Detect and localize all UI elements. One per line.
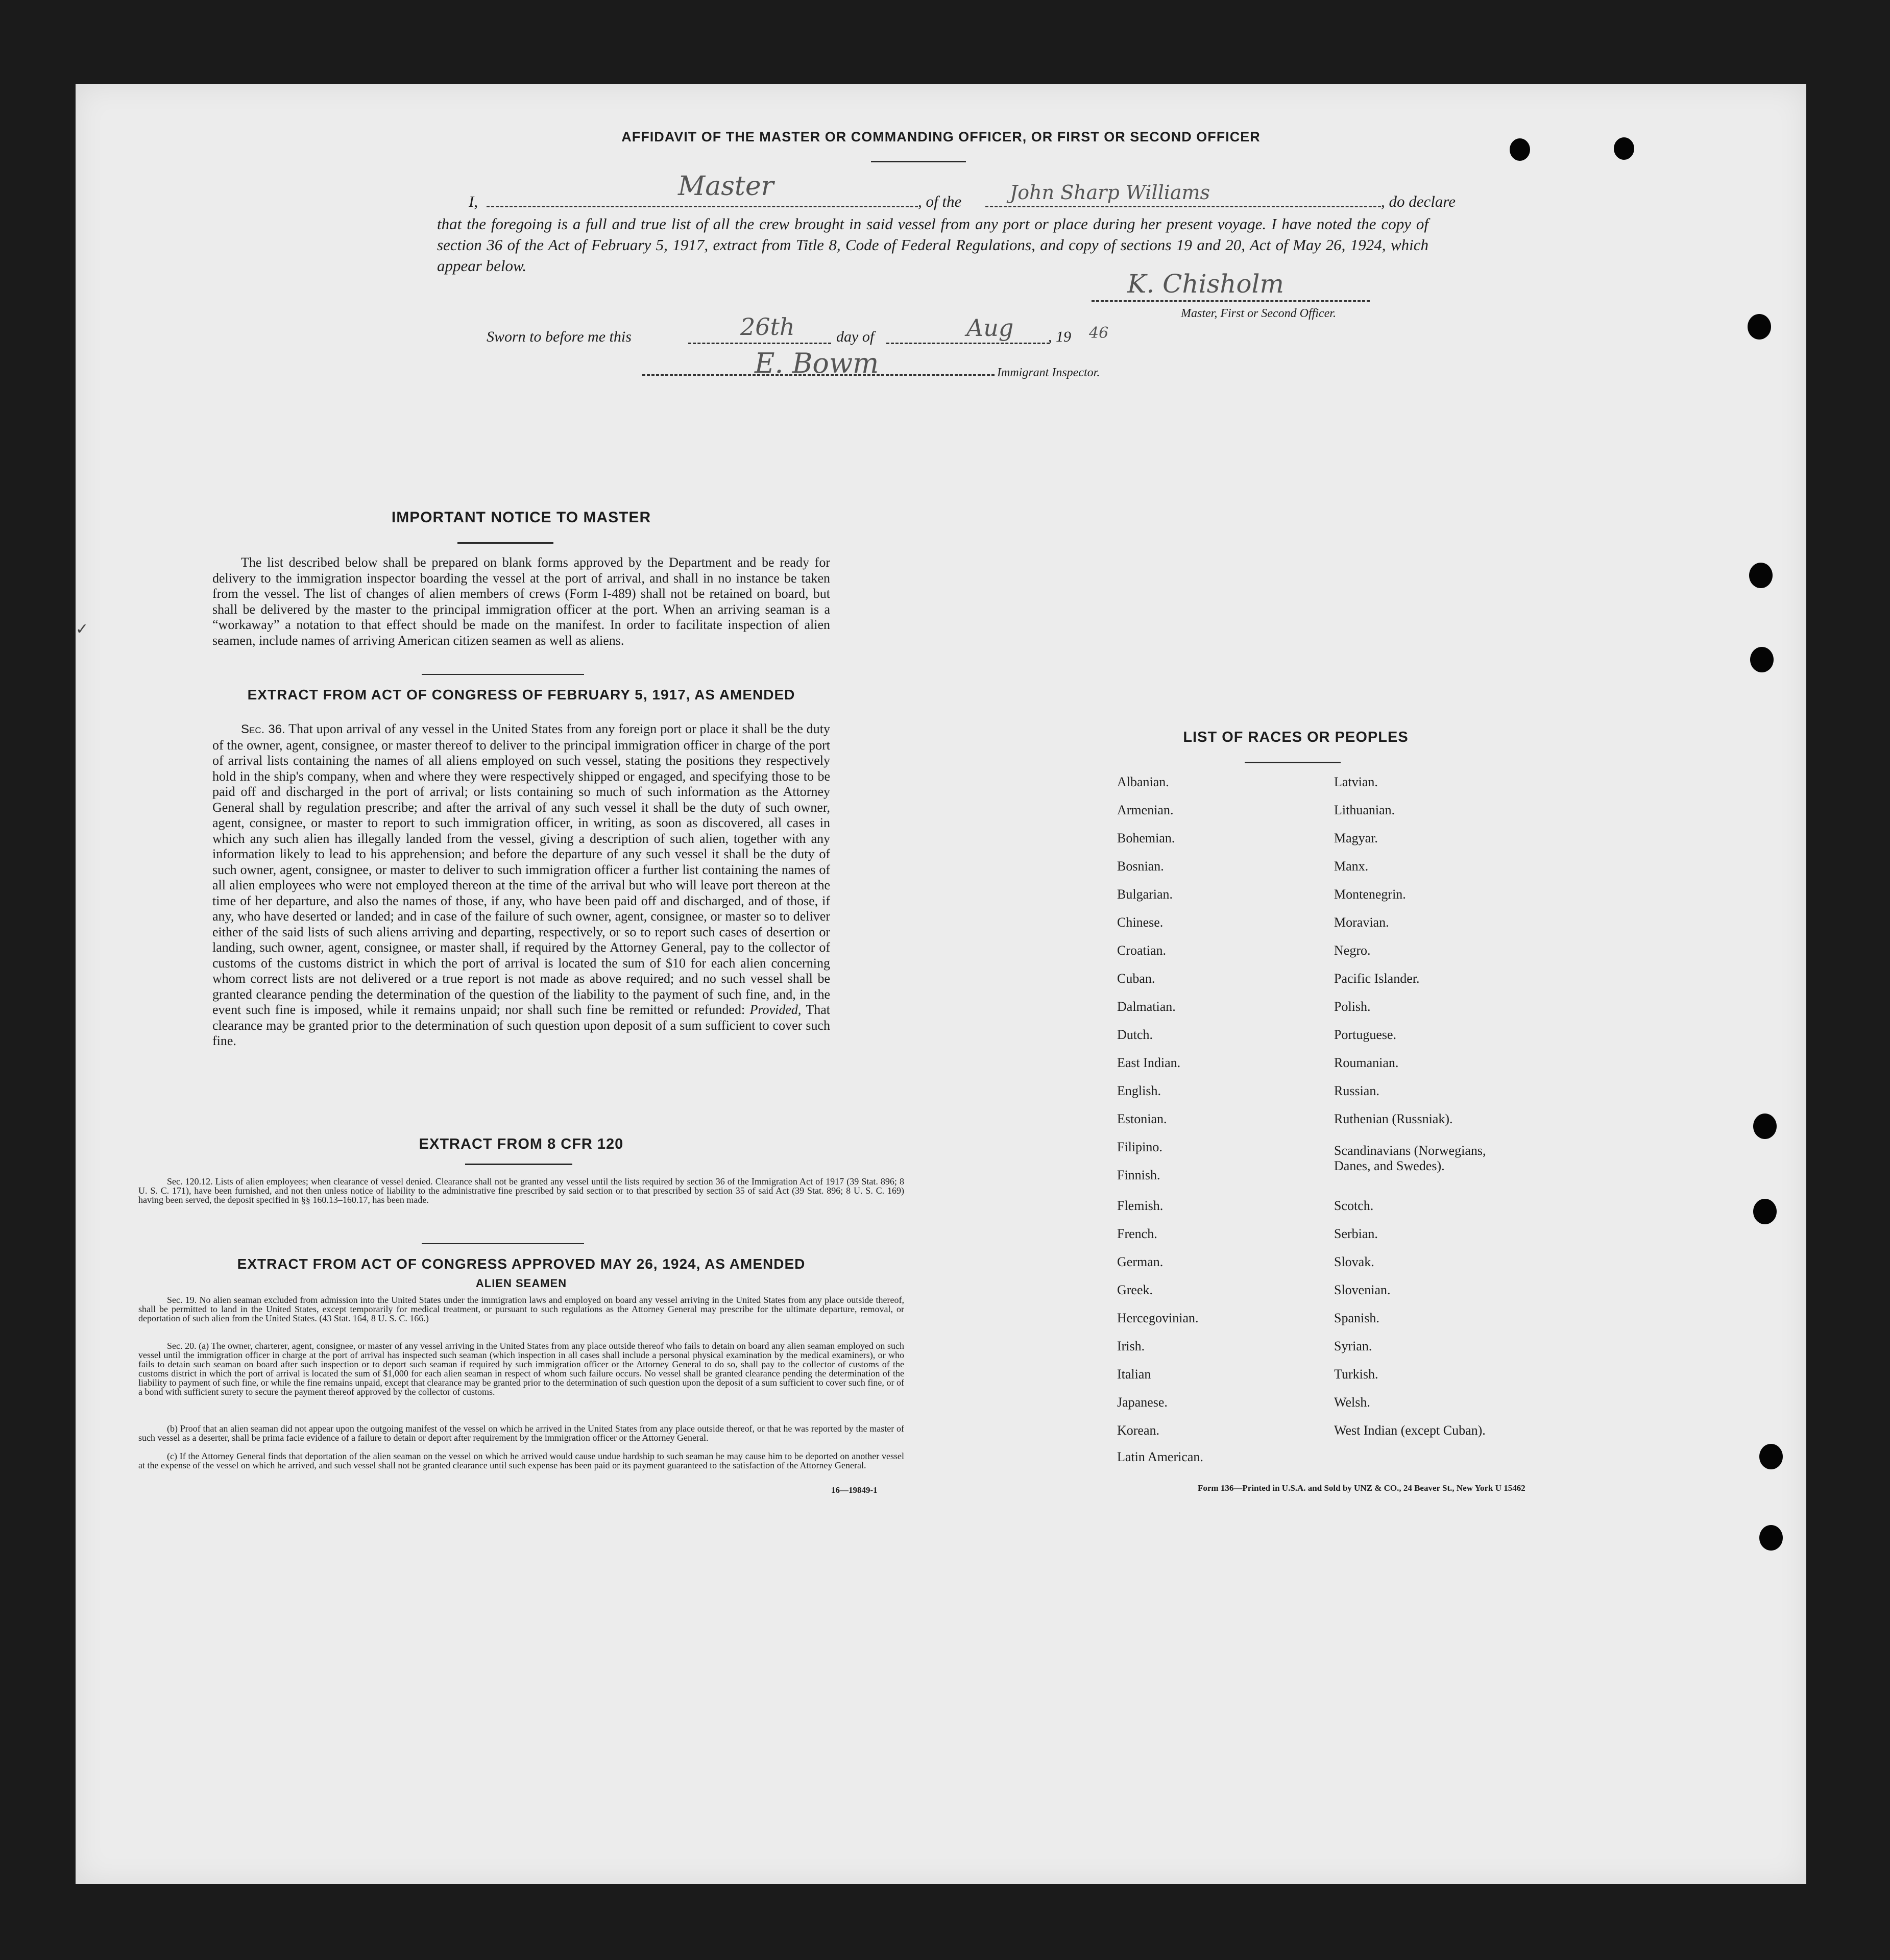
- race-item: Bulgarian.: [1117, 887, 1173, 902]
- year-handwritten: 46: [1089, 324, 1109, 342]
- race-item: Slovak.: [1334, 1254, 1374, 1269]
- officer-title-blank: [487, 206, 918, 207]
- race-item: Portuguese.: [1334, 1027, 1397, 1042]
- race-item: German.: [1117, 1254, 1164, 1269]
- month-handwritten: Aug: [966, 314, 1014, 342]
- punch-hole: [1749, 563, 1773, 588]
- margin-checkmark: ✓: [76, 621, 89, 638]
- race-item: Manx.: [1334, 859, 1369, 874]
- master-caption: Master, First or Second Officer.: [1181, 307, 1336, 320]
- officer-title-handwritten: Master: [678, 171, 774, 202]
- vessel-name-blank: [985, 206, 1381, 207]
- race-item: Polish.: [1334, 999, 1371, 1014]
- race-item: Dalmatian.: [1117, 999, 1176, 1014]
- sec19-text: Sec. 19. No alien seaman excluded from admission into the United States under the immigration laws and employed on board any vessel arriving in the United States from any place outside thereof, shall be permitted to land in the United States, except temporarily for medical treatment, or pursuant to such regulations as the Attorney General may prescribe for the ultimate departure, removal, or deportation of such alien from the United States. (43 Stat. 164, 8 U. S. C. 166.): [138, 1295, 904, 1323]
- race-item: Japanese.: [1117, 1395, 1168, 1410]
- signature-line: [1092, 300, 1370, 302]
- race-item: Armenian.: [1117, 803, 1174, 817]
- master-signature: K. Chisholm: [1127, 269, 1284, 299]
- declaration-text: that the foregoing is a full and true list of all the crew brought in said vessel from any port or place during her present voyage. I have noted the copy of section 36 of the Act of February 5, 1917, extract from Title 8, Code of Federal Regulations, and copy of sections 19 and 20, Act of May 26, 1924, which appear below.: [437, 215, 1428, 275]
- race-item: Albanian.: [1117, 775, 1169, 789]
- of-the-label: , of the: [918, 192, 962, 210]
- sec20c-text: (c) If the Attorney General finds that deportation of the alien seaman on the vessel on which he arrived would cause undue hardship to such seaman he may cause him to be deported on another vessel at the expense of the vessel on which he arrived, and such vessel shall not be granted clearance until such expense has been paid or its payment guaranteed to the satisfaction of the Attorney General.: [138, 1451, 904, 1470]
- affidavit-title: AFFIDAVIT OF THE MASTER OR COMMANDING OFFICER, OR FIRST OR SECOND OFFICER: [621, 129, 1261, 144]
- punch-hole: [1759, 1444, 1783, 1469]
- race-item: Flemish.: [1117, 1198, 1164, 1213]
- race-item: Finnish.: [1117, 1168, 1160, 1182]
- inspector-signature: E. Bowm: [755, 347, 879, 379]
- act1924-subtitle: ALIEN SEAMEN: [475, 1277, 567, 1290]
- race-item: Slovenian.: [1334, 1283, 1391, 1297]
- race-item: French.: [1117, 1226, 1157, 1241]
- punch-hole: [1753, 1199, 1777, 1224]
- race-item: Montenegrin.: [1334, 887, 1406, 902]
- race-item: Magyar.: [1334, 831, 1378, 845]
- do-declare-label: , do declare: [1381, 192, 1456, 210]
- race-item: Hercegovinian.: [1117, 1311, 1199, 1325]
- race-item: Cuban.: [1117, 971, 1155, 986]
- race-item: Bohemian.: [1117, 831, 1175, 845]
- notice-title: IMPORTANT NOTICE TO MASTER: [391, 509, 651, 526]
- race-item: Pacific Islander.: [1334, 971, 1420, 986]
- race-item: Latvian.: [1334, 775, 1378, 789]
- sec20a-text: Sec. 20. (a) The owner, charterer, agent, consignee, or master of any vessel arriving in the United States from any place outside thereof who fails to detain on board any alien seaman employed on such vessel until the immigration officer in charge at the port of arrival has inspected such seaman (which inspection in all cases shall include a personal physical examination by the medical examiners), or who fails to detain such seaman on board after such inspection or to deport such seaman if required by such immigration officer or the Attorney General to do so, shall pay to the collector of customs of the customs district in which the port of arrival is located the sum of $1,000 for each alien seaman in respect of whom such failure occurs. No vessel shall be granted clearance pending the determination of the liability to payment of such fine, or while the fine remains unpaid, except that clearance may be granted prior to the determination of such question upon the deposit of a sum sufficient to cover such fine, or of a bond with sufficient surety to secure the payment thereof approved by the collector of customs.: [138, 1341, 904, 1397]
- race-item: Dutch.: [1117, 1027, 1153, 1042]
- race-item: Chinese.: [1117, 915, 1164, 930]
- race-item: West Indian (except Cuban).: [1334, 1423, 1486, 1438]
- race-item: Greek.: [1117, 1283, 1153, 1297]
- act1917-title: EXTRACT FROM ACT OF CONGRESS OF FEBRUARY 5, 1917, AS AMENDED: [247, 687, 795, 703]
- document-page: [76, 84, 1806, 1884]
- title-underline: [871, 161, 966, 162]
- cfr-body: Sec. 120.12. Lists of alien employees; when clearance of vessel denied. Clearance shall not be granted any vessel until the lists required by section 36 of the Immigration Act of 1917 (39 Stat. 896; 8 U. S. C. 171), have been furnished, and not then unless notice of liability to the administrative fine prescribed by said section or to that prescribed by section 35 of said Act (39 Stat. 896; 8 U. S. C. 169) having been served, the deposit specified in §§ 160.13–160.17, has been made.: [138, 1176, 904, 1205]
- race-item: Serbian.: [1334, 1226, 1378, 1241]
- provided-label: Provided,: [749, 1002, 802, 1017]
- races-underline: [1245, 762, 1341, 763]
- punch-hole: [1759, 1525, 1783, 1551]
- race-item: Welsh.: [1334, 1395, 1370, 1410]
- race-item: Turkish.: [1334, 1367, 1378, 1382]
- race-item: Negro.: [1334, 943, 1371, 958]
- sec36-label: Sec. 36.: [241, 722, 285, 736]
- races-title: LIST OF RACES OR PEOPLES: [1183, 729, 1409, 745]
- race-item: Russian.: [1334, 1083, 1379, 1098]
- form-printer-line: Form 136—Printed in U.S.A. and Sold by UNZ & CO., 24 Beaver St., New York U 15462: [1198, 1483, 1525, 1493]
- act1924-title: EXTRACT FROM ACT OF CONGRESS APPROVED MAY 26, 1924, AS AMENDED: [237, 1256, 806, 1272]
- divider-1: [422, 674, 584, 675]
- punch-hole: [1748, 314, 1771, 340]
- race-item: Scandinavians (Norwegians, Danes, and Swedes).: [1334, 1143, 1486, 1173]
- sec36-text: That upon arrival of any vessel in the United States from any foreign port or place it shall be the duty of the owner, agent, consignee, or master thereof to deliver to the principal immigration officer in charge of the port of arrival lists containing the names of all aliens employed on such vessel, stating the positions they respectively hold in the ship's company, when and where they were respectively shipped or engaged, and specifying those to be paid off and discharged in the port of arrival; or lists containing so much of such information as the Attorney General shall by regulation prescribe; and after the arrival of any such vessel it shall be the duty of such owner, agent, consignee, or master to report to such immigration officer, in writing, as soon as discovered, all cases in which any such alien has illegally landed from the vessel, giving a description of such alien, together with any information likely to lead to his apprehension; and before the departure of any such vessel it shall be the duty of such owner, agent, consignee, or master to deliver to such immigration officer a further list containing the names of all alien employees who were not employed thereon at the time of the arrival but who will leave port thereon at the time of her departure, and also the names of those, if any, who have been paid off and discharged, and of those, if any, who have deserted or landed; and in case of the failure of such owner, agent, consignee, or master so to deliver either of the said lists of such aliens arriving and departing, respectively, or so to report such cases of desertion or landing, such owner, agent, consignee, or master shall, if required by the Attorney General, pay to the collector of customs of the customs district in which the port of arrival is located the sum of $10 for each alien concerning whom correct lists are not delivered or a true report is not made as above required; and no such vessel shall be granted clearance pending the determination of the question of the liability to the payment of such fine, and, in the event such fine is imposed, while it remains unpaid; nor shall such fine be remitted or refunded:: [212, 721, 830, 1017]
- day-blank: [688, 343, 831, 344]
- punch-hole: [1614, 137, 1634, 160]
- race-item: Scotch.: [1334, 1198, 1374, 1213]
- divider-2: [422, 1243, 584, 1244]
- race-item: Irish.: [1117, 1339, 1145, 1353]
- provided-text: That clearance may be granted prior to the determination of such question upon deposit of a sum sufficient to cover such fine.: [212, 1002, 831, 1048]
- declaration-line-1: [469, 192, 1490, 211]
- month-blank: [886, 343, 1050, 344]
- sec20b-text: (b) Proof that an alien seaman did not appear upon the outgoing manifest of the vessel on which he arrived in the United States from any place outside thereof, or that he was reported by the master of such vessel as a deserter, shall be prima facie evidence of a failure to detain or deport after requirement by the immigration officer or the Attorney General.: [138, 1423, 904, 1443]
- race-item: Korean.: [1117, 1423, 1160, 1438]
- race-item: Spanish.: [1334, 1311, 1379, 1325]
- punch-hole: [1750, 647, 1774, 672]
- notice-body: The list described below shall be prepared on blank forms approved by the Department and be ready for delivery to the immigration inspector boarding the vessel at the port of arrival, and shall in no instance be taken from the vessel. The list of changes of alien members of crews (Form I-489) shall not be retained on board, but shall be delivered by the master to the principal immigration officer at the port. When an arriving seaman is a “workaway” a notation to that effect should be made on the manifest. In order to facilitate inspection of alien seamen, include names of arriving American citizen seamen as well as aliens.: [212, 555, 830, 648]
- race-item: Moravian.: [1334, 915, 1389, 930]
- race-item: Roumanian.: [1334, 1055, 1399, 1070]
- cfr-title: EXTRACT FROM 8 CFR 120: [419, 1136, 624, 1152]
- form-code: 16—19849-1: [831, 1485, 878, 1495]
- races-left-column: [1117, 775, 1331, 1469]
- race-item: Ruthenian (Russniak).: [1334, 1111, 1453, 1126]
- race-item: Lithuanian.: [1334, 803, 1395, 817]
- race-item: Estonian.: [1117, 1111, 1167, 1126]
- act1917-body: [212, 721, 830, 1049]
- race-item: Italian: [1117, 1367, 1151, 1382]
- punch-hole: [1510, 138, 1530, 161]
- inspector-caption: Immigrant Inspector.: [997, 366, 1100, 379]
- race-item: Croatian.: [1117, 943, 1167, 958]
- i-label: I,: [469, 192, 478, 210]
- year-prefix: , 19: [1048, 328, 1071, 345]
- notice-underline: [457, 542, 553, 544]
- cfr-underline: [465, 1164, 572, 1165]
- race-item: Filipino.: [1117, 1140, 1162, 1154]
- race-item: English.: [1117, 1083, 1161, 1098]
- races-right-column: [1334, 775, 1620, 1469]
- punch-hole: [1753, 1114, 1777, 1139]
- race-item: Bosnian.: [1117, 859, 1164, 874]
- race-item: East Indian.: [1117, 1055, 1181, 1070]
- day-handwritten: 26th: [740, 313, 795, 341]
- race-item: Latin American.: [1117, 1449, 1203, 1464]
- race-item: Syrian.: [1334, 1339, 1372, 1353]
- day-of-label: day of: [836, 328, 875, 345]
- sworn-label: Sworn to before me this: [487, 328, 632, 345]
- vessel-name-handwritten: John Sharp Williams: [1010, 181, 1210, 204]
